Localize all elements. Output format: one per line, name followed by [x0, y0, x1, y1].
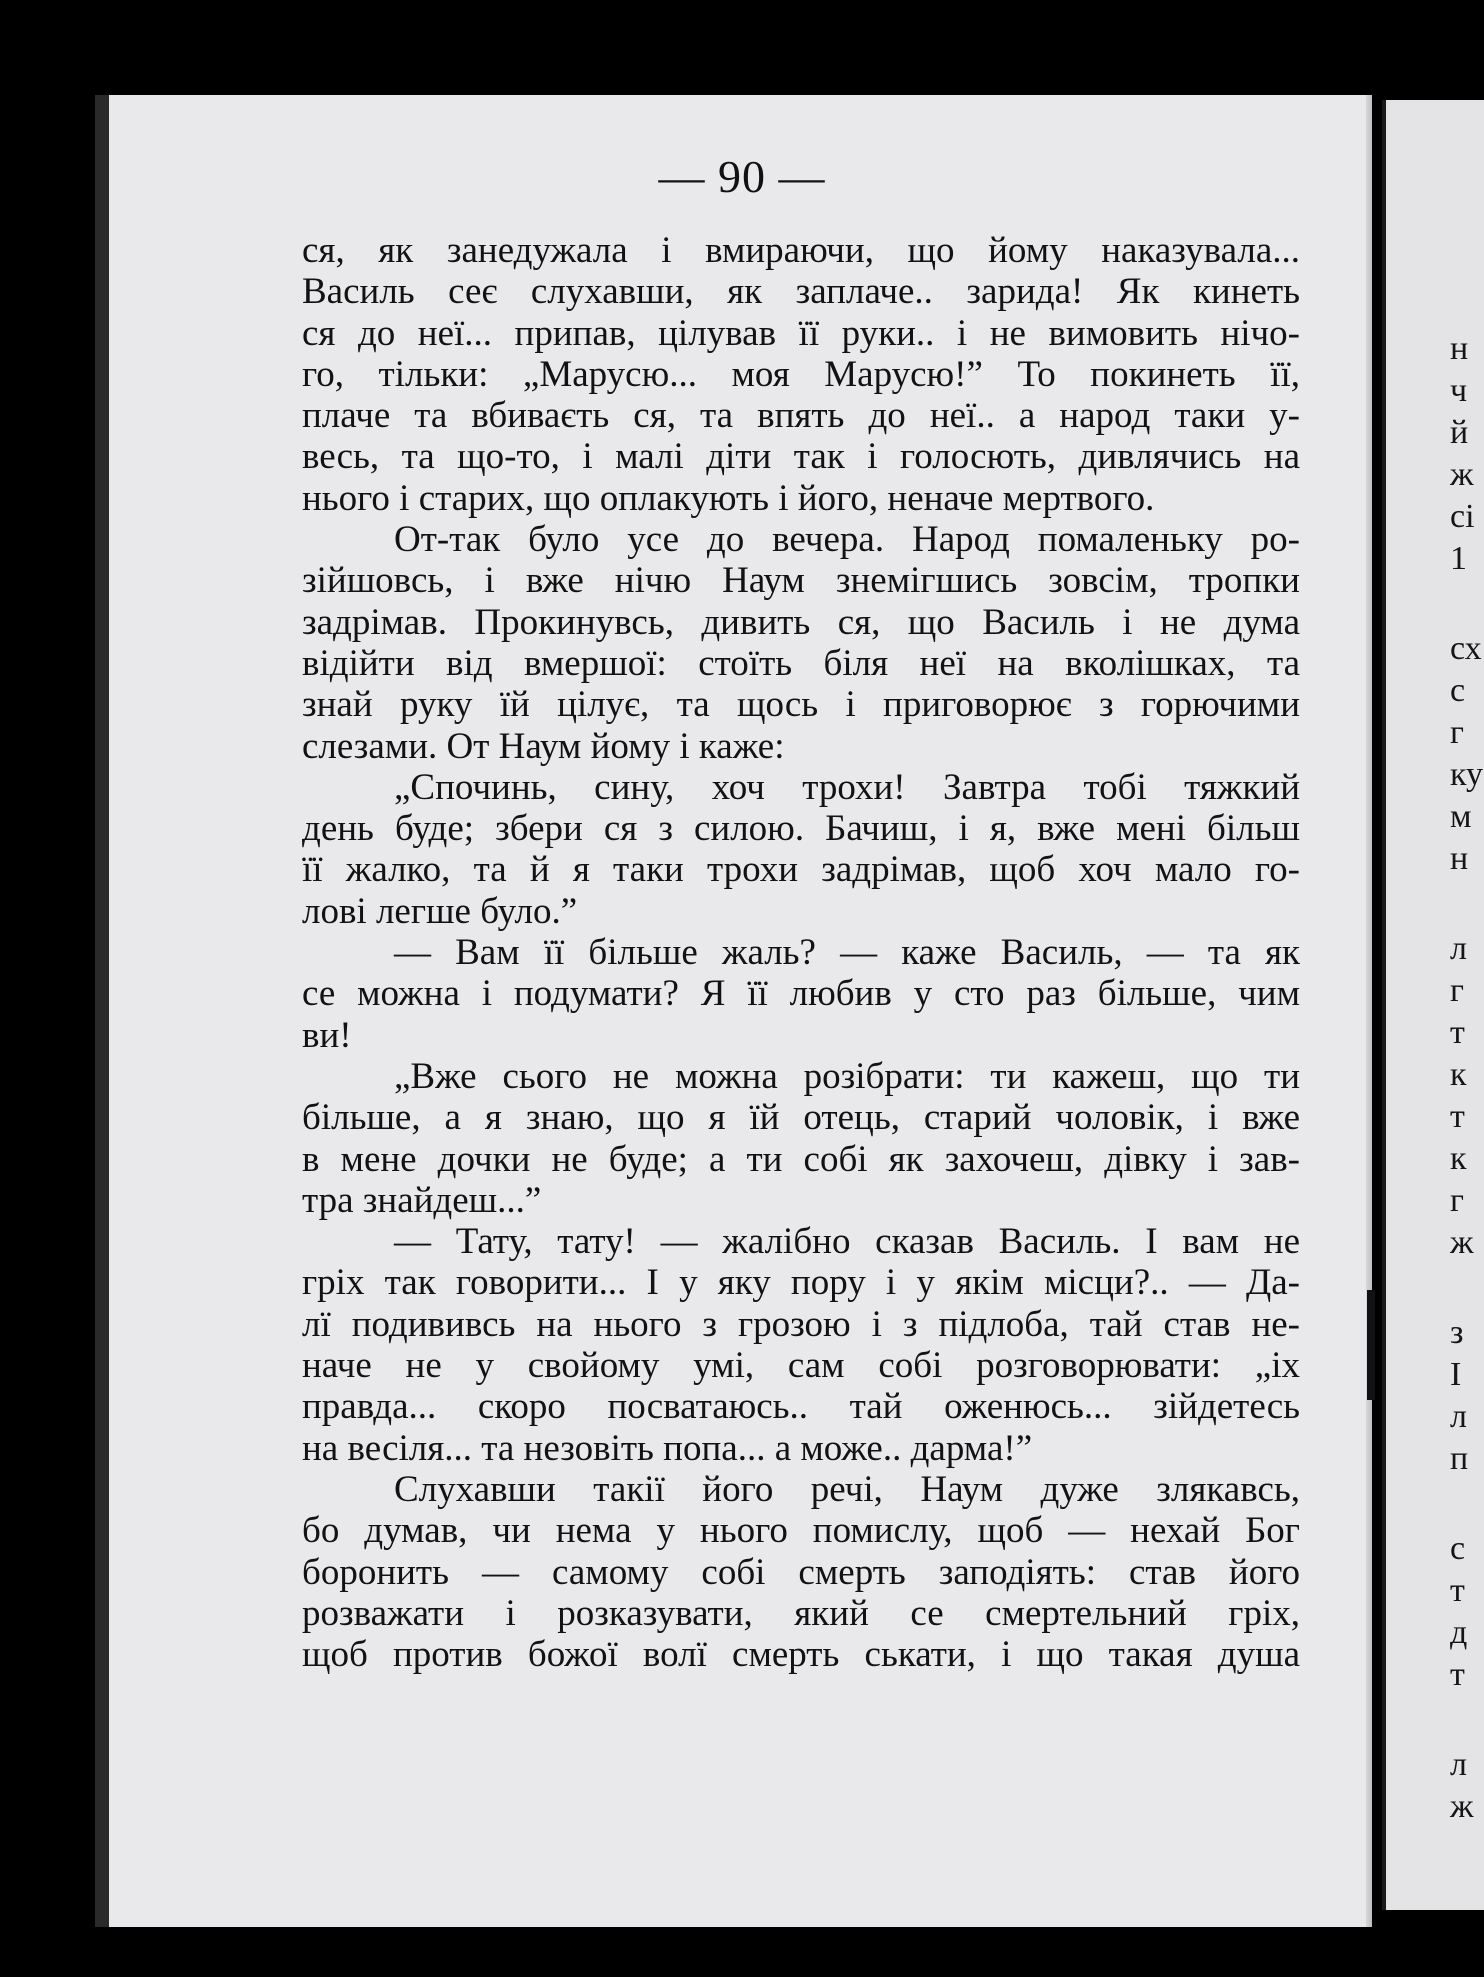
fragment: м	[1450, 798, 1472, 835]
page-number: — 90 —	[658, 151, 826, 202]
text-line: на весіля... та незовіть попа... а може.. дарма!”	[302, 1427, 1033, 1469]
fragment: г	[1450, 972, 1464, 1009]
fragment: л	[1450, 1398, 1467, 1435]
text-line: задрімав. Прокинувсь, дивить ся, що Василь і не дума	[302, 601, 1300, 643]
text-line: її жалко, та й я таки трохи задрімав, щоб хоч мало го-	[302, 849, 1300, 891]
text-line: в мене дочки не буде; а ти собі як захочеш, дівку і зав-	[302, 1138, 1300, 1180]
text-line: зійшовсь, і вже нічю Наум знемігшись зовсім, тропки	[302, 560, 1300, 602]
fragment: ж	[1450, 1224, 1474, 1261]
text-line: відійти від вмершої: стоїть біля неї на вколішках, та	[302, 642, 1300, 684]
text-line: Василь сеє слухавши, як заплаче.. зарида! Як кинеть	[302, 271, 1300, 313]
fragment: л	[1450, 1746, 1467, 1783]
text-line: „Вже сього не можна розібрати: ти кажеш, що ти	[394, 1055, 1300, 1097]
fragment: з	[1450, 1314, 1464, 1351]
page-body-text	[302, 230, 1300, 1675]
fragment: д	[1450, 1614, 1468, 1651]
text-line: — Тату, тату! — жалібно сказав Василь. І вам не	[394, 1221, 1300, 1263]
fragment: л	[1450, 930, 1467, 967]
fragment: г	[1450, 714, 1464, 751]
text-line: знай руку їй цілує, та щось і приговорює з горючими	[302, 684, 1300, 726]
text-line: наче не у свойому умі, сам собі розговорювати: „іх	[302, 1345, 1300, 1387]
fragment: с	[1450, 1530, 1466, 1567]
text-line: більше, а я знаю, що я їй отець, старий чоловік, і вже	[302, 1097, 1300, 1139]
fragment: н	[1450, 330, 1469, 367]
text-line: се можна і подумати? Я її любив у сто раз більше, чим	[302, 973, 1300, 1015]
text-line: лї подививсь на нього з грозою і з підлоба, тай став не-	[302, 1303, 1300, 1345]
text-line: щоб против божої волї смерть ськати, і що такая душа	[302, 1634, 1300, 1676]
fragment: ж	[1450, 1788, 1474, 1825]
fragment: сі	[1450, 498, 1475, 535]
fragment: т	[1450, 1014, 1465, 1051]
text-line: ви!	[302, 1014, 352, 1056]
fragment: 1	[1450, 540, 1467, 577]
fragment: І	[1450, 1356, 1462, 1393]
text-line: слезами. От Наум йому і каже:	[302, 725, 785, 767]
text-line: гріх так говорити... І у яку пору і у якім місци?.. — Да-	[302, 1262, 1300, 1304]
fragment: с	[1450, 672, 1466, 709]
fragment: ч	[1450, 372, 1468, 409]
text-line: ся, як занедужала і вмираючи, що йому наказувала...	[302, 230, 1300, 271]
fragment: н	[1450, 840, 1469, 877]
fragment: п	[1450, 1440, 1469, 1477]
fragment: й	[1450, 414, 1469, 451]
text-line: ся до неї... припав, цілував її руки.. і не вимовить нічо-	[302, 312, 1300, 354]
text-line: день буде; збери ся з силою. Бачиш, і я, вже мені більш	[302, 808, 1300, 850]
text-line: Слухавши такії його речі, Наум дуже злякавсь,	[394, 1468, 1300, 1510]
fragment: ку	[1450, 756, 1484, 793]
fragment: к	[1450, 1056, 1467, 1093]
text-line: плаче та вбиваєть ся, та впять до неї.. а народ таки у-	[302, 395, 1300, 437]
text-line: бо думав, чи нема у нього помислу, щоб — нехай Бог	[302, 1510, 1300, 1552]
text-line: „Спочинь, сину, хоч трохи! Завтра тобі тяжкий	[394, 766, 1300, 808]
fragment: г	[1450, 1182, 1464, 1219]
fragment: ж	[1450, 456, 1474, 493]
fragment: т	[1450, 1572, 1465, 1609]
fragment: сх	[1450, 630, 1482, 667]
text-line: весь, та що-то, і малі діти так і голосють, дивлячись на	[302, 436, 1300, 478]
fragment: т	[1450, 1656, 1465, 1693]
text-line: — Вам її більше жаль? — каже Василь, — та як	[394, 932, 1300, 974]
text-line: го, тільки: „Марусю... моя Марусю!” То покинеть її,	[302, 353, 1300, 395]
text-line: лові легше було.”	[302, 890, 578, 932]
fragment: к	[1450, 1140, 1467, 1177]
text-line: тра знайдеш...”	[302, 1179, 542, 1221]
text-line: боронить — самому собі смерть заподіять: став його	[302, 1551, 1300, 1593]
text-line: нього і старих, що оплакують і його, неначе мертвого.	[302, 477, 1155, 519]
text-line: правда... скоро посватаюсь.. тай оженюсь... зійдетесь	[302, 1386, 1300, 1428]
right-page-edge	[1382, 100, 1484, 1910]
text-line: розважати і розказувати, який се смертельний гріх,	[302, 1592, 1300, 1634]
gutter-mark	[1367, 1290, 1375, 1400]
text-line: От-так було усе до вечера. Народ помаленьку ро-	[394, 519, 1300, 561]
fragment: т	[1450, 1098, 1465, 1135]
